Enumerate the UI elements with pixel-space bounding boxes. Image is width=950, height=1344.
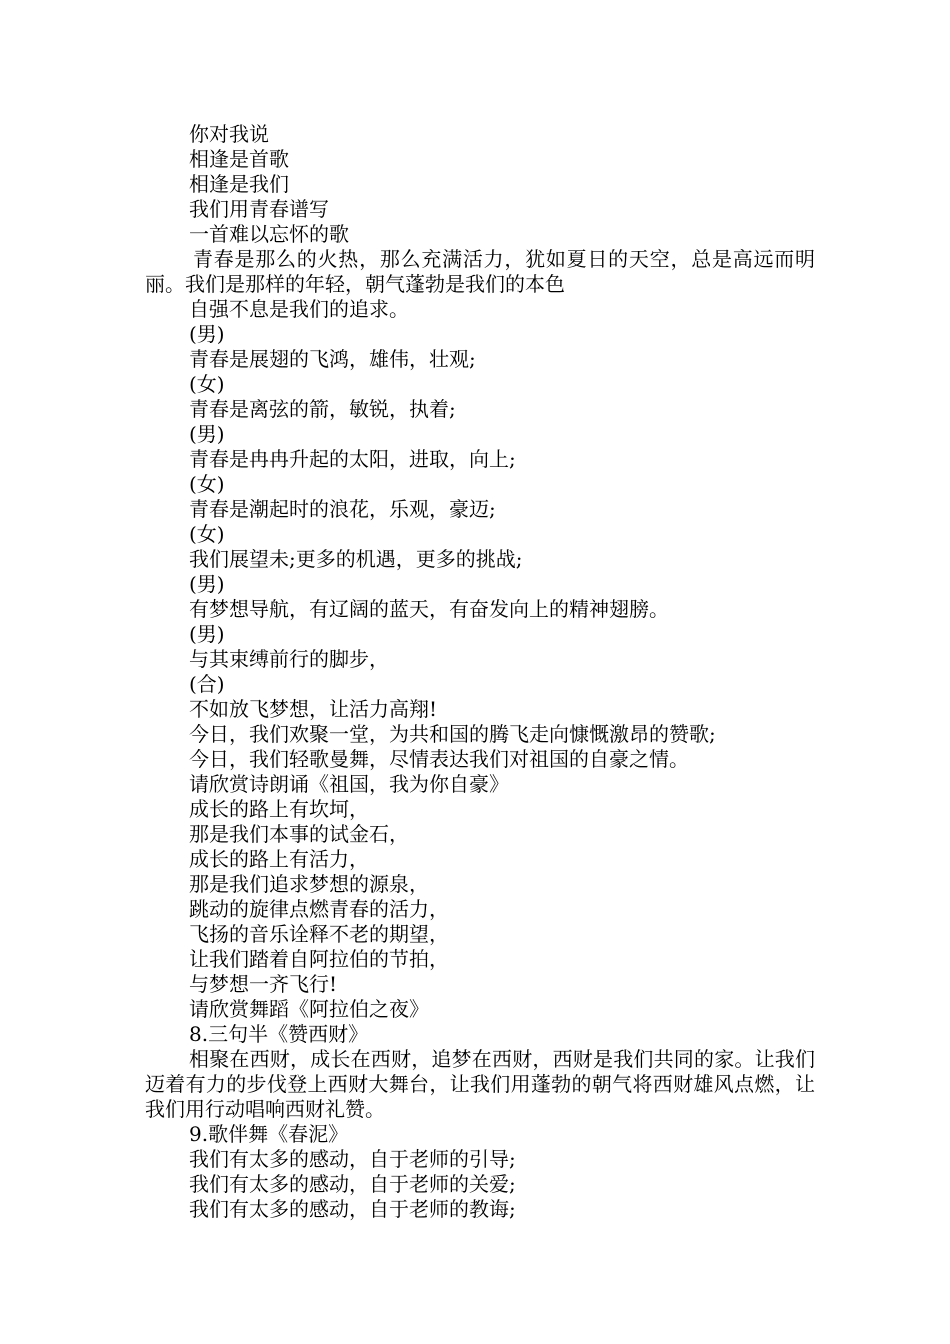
text-line: 自强不息是我们的追求。 bbox=[189, 297, 409, 321]
text-line: 相逢是首歌 bbox=[189, 147, 289, 171]
text-line: 与梦想一齐飞行! bbox=[189, 972, 338, 996]
text-line: (女) bbox=[189, 472, 225, 496]
text-line: (女) bbox=[189, 372, 225, 396]
text-line: 我们有太多的感动，自于老师的引导; bbox=[189, 1147, 516, 1171]
text-line: 成长的路上有活力， bbox=[189, 847, 369, 871]
text-line: 青春是潮起时的浪花，乐观，豪迈; bbox=[189, 497, 496, 521]
text-line: 成长的路上有坎坷， bbox=[189, 797, 369, 821]
text-line: 9.歌伴舞《春泥》 bbox=[189, 1122, 349, 1146]
text-line: 今日，我们欢聚一堂，为共和国的腾飞走向慷慨激昂的赞歌; bbox=[189, 722, 716, 746]
paragraph-xicai: 相聚在西财，成长在西财，追梦在西财，西财是我们共同的家。让我们迈着有力的步伐登上西财大舞台，让我们用蓬勃的朝气将西财雄风点燃，让我们用行动唱响西财礼赞。 bbox=[145, 1047, 815, 1121]
text-line: 那是我们追求梦想的源泉， bbox=[189, 872, 429, 896]
dialogue-lines bbox=[145, 297, 815, 1047]
text-line: 青春是冉冉升起的太阳，进取，向上; bbox=[189, 447, 516, 471]
text-line: 请欣赏舞蹈《阿拉伯之夜》 bbox=[189, 997, 429, 1021]
text-line: 我们展望未;更多的机遇，更多的挑战; bbox=[189, 547, 523, 571]
paragraph-youth: 青春是那么的火热，那么充满活力，犹如夏日的天空，总是高远而明丽。我们是那样的年轻，朝气蓬勃是我们的本色 bbox=[145, 247, 815, 296]
text-line: 相逢是我们 bbox=[189, 172, 289, 196]
text-line: 今日，我们轻歌曼舞，尽情表达我们对祖国的自豪之情。 bbox=[189, 747, 689, 771]
document-body bbox=[145, 122, 815, 1222]
text-line: 请欣赏诗朗诵《祖国，我为你自豪》 bbox=[189, 772, 509, 796]
text-line: (男) bbox=[189, 572, 225, 596]
text-line: 与其束缚前行的脚步， bbox=[189, 647, 389, 671]
text-line: (男) bbox=[189, 322, 225, 346]
text-line: 飞扬的音乐诠释不老的期望， bbox=[189, 922, 449, 946]
text-line: 我们有太多的感动，自于老师的教诲; bbox=[189, 1197, 516, 1221]
text-line: (男) bbox=[189, 622, 225, 646]
text-line: 我们用青春谱写 bbox=[189, 197, 329, 221]
text-line: (男) bbox=[189, 422, 225, 446]
poem-lines-opening bbox=[145, 122, 815, 247]
text-line: 不如放飞梦想，让活力高翔! bbox=[189, 697, 438, 721]
text-line: 一首难以忘怀的歌 bbox=[189, 222, 349, 246]
text-line: 你对我说 bbox=[189, 122, 269, 146]
text-line: 那是我们本事的试金石， bbox=[189, 822, 409, 846]
text-line: 让我们踏着自阿拉伯的节拍， bbox=[189, 947, 449, 971]
program-lines-closing bbox=[145, 1122, 815, 1222]
text-line: 我们有太多的感动，自于老师的关爱; bbox=[189, 1172, 516, 1196]
text-line: 青春是离弦的箭，敏锐，执着; bbox=[189, 397, 456, 421]
text-line: 跳动的旋律点燃青春的活力， bbox=[189, 897, 449, 921]
text-line: 有梦想导航，有辽阔的蓝天，有奋发向上的精神翅膀。 bbox=[189, 597, 669, 621]
text-line: 8.三句半《赞西财》 bbox=[189, 1022, 369, 1046]
text-line: (合) bbox=[189, 672, 225, 696]
text-line: (女) bbox=[189, 522, 225, 546]
text-line: 青春是展翅的飞鸿，雄伟，壮观; bbox=[189, 347, 476, 371]
